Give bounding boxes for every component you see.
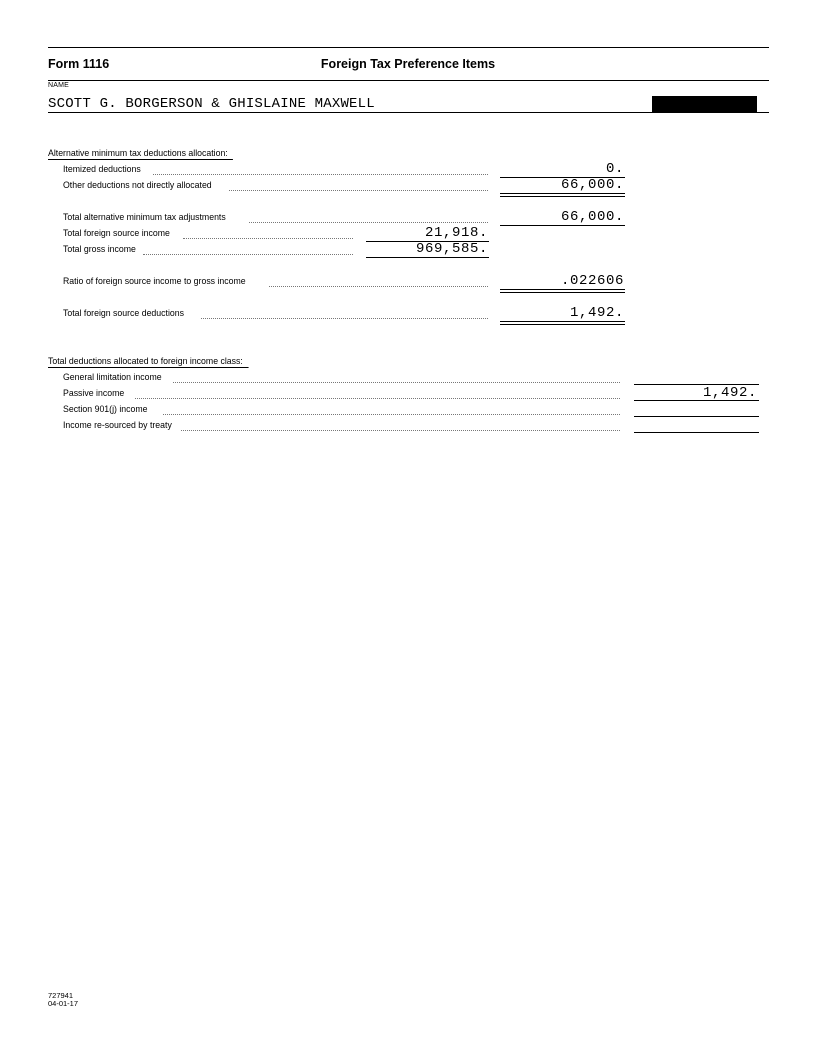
section-901j-income-label: Section 901(j) income <box>63 404 153 415</box>
total-gross-income-row <box>63 244 353 258</box>
other-deductions-row <box>63 180 488 194</box>
total-foreign-source-deductions-row <box>63 308 488 322</box>
other-deductions-value: 66,000. <box>560 177 624 193</box>
title-rule <box>48 80 769 81</box>
form-number: Form 1116 <box>48 57 110 71</box>
total-amt-adjustments-row <box>63 212 488 226</box>
general-limitation-income-label: General limitation income <box>63 372 167 383</box>
other-deductions-double-underline-1 <box>500 193 625 194</box>
total-amt-adjustments-underline <box>500 225 625 226</box>
redacted-ssn-box <box>652 96 757 112</box>
total-foreign-source-income-value: 21,918. <box>424 225 488 241</box>
leader-dots <box>143 254 353 255</box>
passive-income-row <box>63 388 620 402</box>
total-gross-income-underline <box>366 257 489 258</box>
name-label: NAME <box>48 82 70 89</box>
amt-section-heading <box>48 148 233 160</box>
total-amt-adjustments-value: 66,000. <box>560 209 624 225</box>
income-resourced-by-treaty-underline <box>634 432 759 433</box>
allocation-section-heading <box>48 356 248 368</box>
itemized-deductions-row <box>63 164 488 178</box>
taxpayer-name: SCOTT G. BORGERSON & GHISLAINE MAXWELL <box>48 96 375 112</box>
passive-income-underline <box>634 400 759 401</box>
ratio-value: .022606 <box>560 273 624 289</box>
total-amt-adjustments-label: Total alternative minimum tax adjustments <box>63 212 231 223</box>
other-deductions-label: Other deductions not directly allocated <box>63 180 217 191</box>
leader-dots <box>201 318 488 319</box>
leader-dots <box>269 286 488 287</box>
itemized-deductions-label: Itemized deductions <box>63 164 146 175</box>
section-901j-income-underline <box>634 416 759 417</box>
general-limitation-income-row <box>63 372 620 386</box>
total-gross-income-value: 969,585. <box>415 241 488 257</box>
total-foreign-source-deductions-double-underline-1 <box>500 321 625 322</box>
total-foreign-source-income-row <box>63 228 353 242</box>
amt-section-heading-text: Alternative minimum tax deductions allocation: <box>48 148 233 160</box>
ratio-label: Ratio of foreign source income to gross income <box>63 276 251 287</box>
passive-income-value: 1,492. <box>702 385 757 401</box>
ratio-double-underline-2 <box>500 292 625 293</box>
leader-dots <box>135 398 620 399</box>
leader-dots <box>153 174 488 175</box>
form-code-line1: 727941 <box>48 991 74 1000</box>
leader-dots <box>249 222 488 223</box>
top-rule <box>48 47 769 48</box>
total-foreign-source-deductions-label: Total foreign source deductions <box>63 308 190 319</box>
total-foreign-source-deductions-value: 1,492. <box>569 305 624 321</box>
ratio-row <box>63 276 488 290</box>
itemized-deductions-value: 0. <box>605 161 624 177</box>
allocation-section-heading-text: Total deductions allocated to foreign income class: <box>48 356 248 368</box>
leader-dots <box>173 382 620 383</box>
name-rule <box>48 112 769 113</box>
income-resourced-by-treaty-row <box>63 420 620 434</box>
total-gross-income-label: Total gross income <box>63 244 141 255</box>
leader-dots <box>183 238 353 239</box>
form-code-line2: 04-01-17 <box>48 999 79 1008</box>
other-deductions-double-underline-2 <box>500 196 625 197</box>
income-resourced-by-treaty-label: Income re-sourced by treaty <box>63 420 177 431</box>
total-foreign-source-income-label: Total foreign source income <box>63 228 175 239</box>
passive-income-label: Passive income <box>63 388 130 399</box>
leader-dots <box>229 190 488 191</box>
total-foreign-source-deductions-double-underline-2 <box>500 324 625 325</box>
ratio-double-underline-1 <box>500 289 625 290</box>
page-title: Foreign Tax Preference Items <box>320 57 496 71</box>
leader-dots <box>181 430 620 431</box>
section-901j-income-row <box>63 404 620 418</box>
leader-dots <box>163 414 620 415</box>
form-code <box>48 992 78 1008</box>
